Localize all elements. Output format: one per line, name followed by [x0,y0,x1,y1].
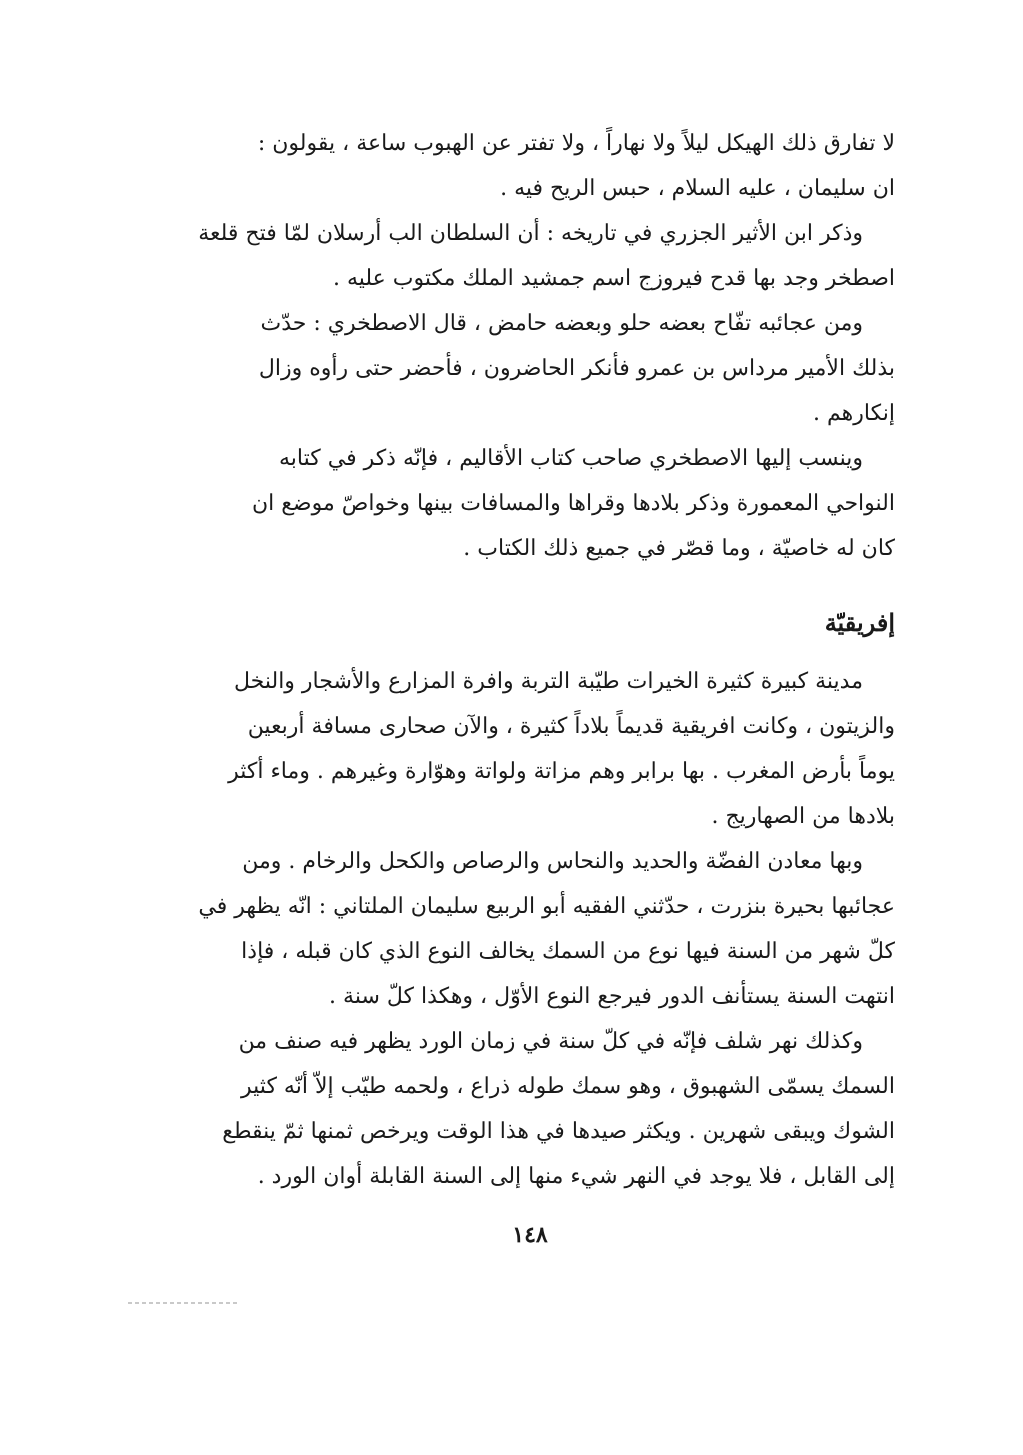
text-line: النواحي المعمورة وذكر بلادها وقراها والمسافات بينها وخواصّ موضع ان [251,491,895,516]
document-page [190,128,895,1206]
text-line: الشوك ويبقى شهرين . ويكثر صيدها في هذا الوقت ويرخص ثمنها ثمّ ينقطع [222,1119,895,1144]
text-line: عجائبها بحيرة بنزرت ، حدّثني الفقيه أبو الربيع سليمان الملتاني : انّه يظهر في [198,894,895,919]
text-line: اصطخر وجد بها قدح فيروزج اسم جمشيد الملك مكتوب عليه . [332,266,895,291]
section-heading: إفريقيّة [824,608,895,637]
text-line: وينسب إليها الاصطخري صاحب كتاب الأقاليم ، فإنّه ذكر في كتابه [279,446,863,471]
text-line: لا تفارق ذلك الهيكل ليلاً ولا نهاراً ، ولا تفتر عن الهبوب ساعة ، يقولون : [257,131,895,156]
text-line: السمك يسمّى الشهبوق ، وهو سمك طوله ذراع ، ولحمه طيّب إلاّ أنّه كثير [241,1074,895,1099]
text-line: والزيتون ، وكانت افريقية قديماً بلاداً كثيرة ، والآن صحارى مسافة أربعين [247,714,895,739]
text-line: انتهت السنة يستأنف الدور فيرجع النوع الأوّل ، وهكذا كلّ سنة . [329,984,895,1009]
text-line: ومن عجائبه تفّاح بعضه حلو وبعضه حامض ، قال الاصطخري : حدّث [260,311,863,336]
scan-artifact [128,1302,238,1304]
page-number: ١٤٨ [512,1222,548,1248]
text-line: ان سليمان ، عليه السلام ، حبس الريح فيه . [500,176,895,201]
text-line: مدينة كبيرة كثيرة الخيرات طيّبة التربة وافرة المزارع والأشجار والنخل [233,669,863,694]
text-line: كلّ شهر من السنة فيها نوع من السمك يخالف النوع الذي كان قبله ، فإذا [241,939,895,964]
text-line: بلادها من الصهاريج . [711,804,895,829]
text-line: كان له خاصيّة ، وما قصّر في جميع ذلك الكتاب . [463,536,895,561]
text-line: بذلك الأمير مرداس بن عمرو فأنكر الحاضرون ، فأحضر حتى رأوه وزال [258,356,895,381]
text-line: يوماً بأرض المغرب . بها برابر وهم مزاتة ولواتة وهوّارة وغيرهم . وماء أكثر [228,759,895,784]
text-line: وذكر ابن الأثير الجزري في تاريخه : أن السلطان الب أرسلان لمّا فتح قلعة [198,221,863,246]
text-line: إلى القابل ، فلا يوجد في النهر شيء منها إلى السنة القابلة أوان الورد . [257,1164,895,1189]
text-line: وكذلك نهر شلف فإنّه في كلّ سنة في زمان الورد يظهر فيه صنف من [238,1029,863,1054]
text-line: وبها معادن الفضّة والحديد والنحاس والرصاص والكحل والرخام . ومن [242,849,863,874]
text-line: إنكارهم . [813,401,895,426]
